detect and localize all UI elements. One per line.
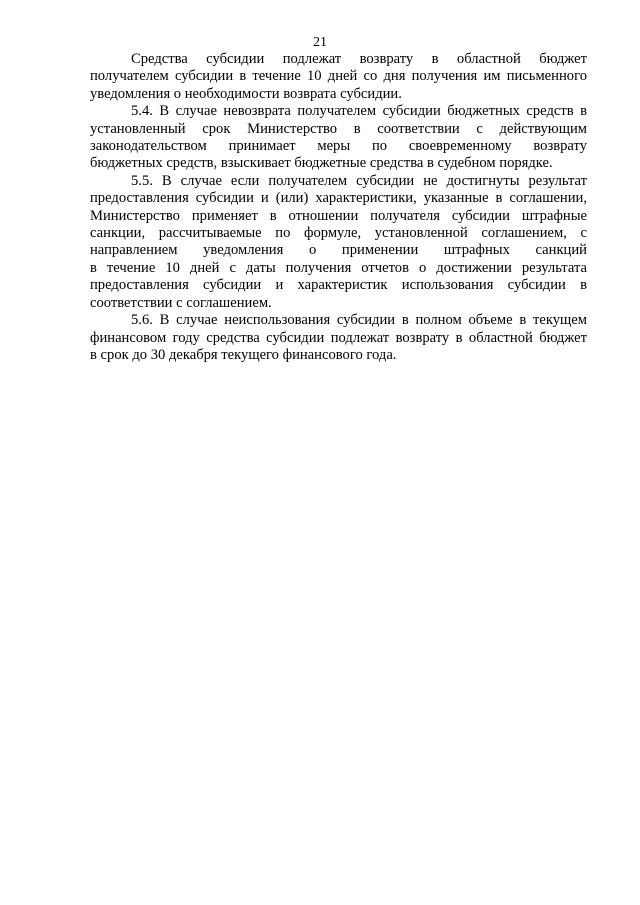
text-line: уведомления о необходимости возврата субсидии. [90, 85, 402, 102]
text-line: Средства субсидии подлежат возврату в областной бюджет [131, 51, 587, 67]
text-line: 5.5. В случае если получателем субсидии не достигнуты результат [131, 172, 587, 189]
paragraph-5-4 [90, 103, 587, 173]
paragraph-5-5 [90, 173, 587, 312]
text-line: предоставления субсидии и (или) характеристики, указанные в соглашении, [90, 190, 587, 207]
document-body [90, 51, 587, 364]
text-line: санкции, рассчитываемые по формуле, установленной соглашением, с [90, 225, 587, 242]
text-line: в срок до 30 декабря текущего финансового года. [90, 346, 397, 363]
text-line: установленный срок Министерство в соответствии с действующим [90, 120, 587, 137]
paragraph-5-6 [90, 312, 587, 364]
text-line: 5.4. В случае невозврата получателем субсидии бюджетных средств в [131, 103, 587, 120]
text-line: законодательством принимает меры по своевременному возврату [90, 138, 587, 155]
text-line: направлением уведомления о применении штрафных санкций [90, 242, 587, 259]
text-line: Министерство применяет в отношении получателя субсидии штрафные [90, 207, 587, 224]
paragraph-refund-notice [90, 51, 587, 103]
text-line: 5.6. В случае неиспользования субсидии в полном объеме в текущем [131, 312, 587, 329]
page-number: 21 [313, 35, 327, 50]
text-line: получателем субсидии в течение 10 дней со дня получения им письменного [90, 68, 587, 85]
text-line: в течение 10 дней с даты получения отчетов о достижении результата [90, 259, 587, 276]
text-line: соответствии с соглашением. [90, 294, 272, 311]
text-line: финансовом году средства субсидии подлежат возврату в областной бюджет [90, 329, 587, 346]
text-line: бюджетных средств, взыскивает бюджетные средства в судебном порядке. [90, 155, 553, 172]
text-line: предоставления субсидии и характеристик использования субсидии в [90, 277, 587, 294]
